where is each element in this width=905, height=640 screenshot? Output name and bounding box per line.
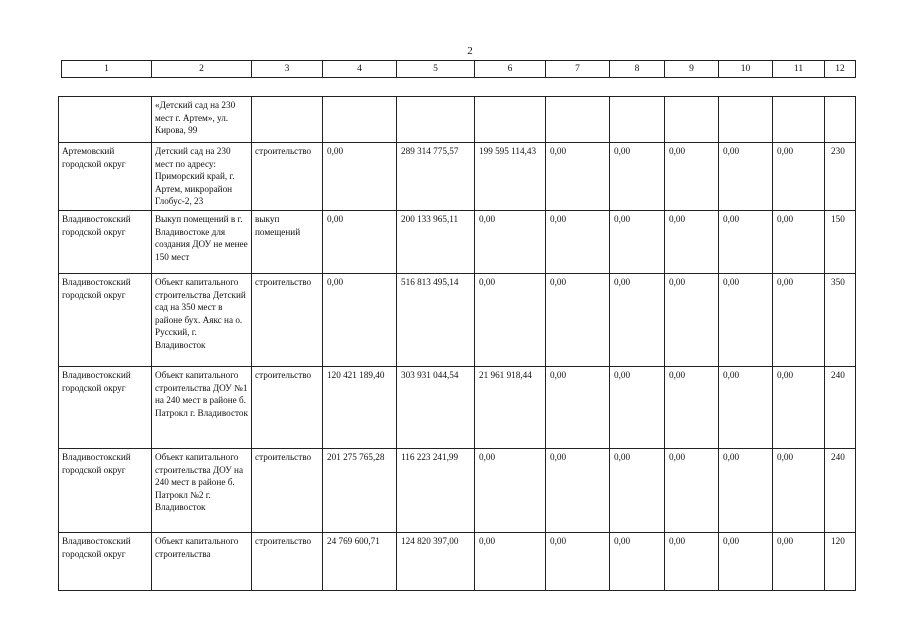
page-number: 2	[467, 45, 473, 57]
table-cell: 0,00	[665, 367, 719, 449]
table-cell	[546, 97, 610, 143]
table-cell: Владивостокский городской округ	[59, 367, 152, 449]
table-cell: 0,00	[773, 274, 825, 367]
table-cell: 21 961 918,44	[475, 367, 546, 449]
table-cell: 516 813 495,14	[397, 274, 475, 367]
table-cell: 230	[825, 143, 856, 211]
table-cell: 0,00	[546, 274, 610, 367]
table-cell: 24 769 600,71	[323, 533, 397, 591]
table-cell	[773, 97, 825, 143]
table-cell: 0,00	[610, 367, 665, 449]
table-cell: 0,00	[773, 143, 825, 211]
table-cell: Объект капитального строительства Детский сад на 350 мест в районе бух. Аякс на о. Русский, г. Владивосток	[152, 274, 252, 367]
column-number: 4	[323, 61, 397, 78]
table-cell: Владивостокский городской округ	[59, 449, 152, 533]
table-cell: Объект капитального строительства ДОУ №1 на 240 мест в районе б. Патрокл г. Владивосток	[152, 367, 252, 449]
column-number: 9	[665, 61, 719, 78]
table-cell: 0,00	[665, 143, 719, 211]
table-cell: 0,00	[719, 449, 773, 533]
table-cell: строительство	[252, 449, 323, 533]
table-cell: Детский сад на 230 мест по адресу: Приморский край, г. Артем, микрорайон Глобус-2, 23	[152, 143, 252, 211]
column-number: 5	[397, 61, 475, 78]
table-cell: Владивостокский городской округ	[59, 533, 152, 591]
table-cell: Артемовский городской округ	[59, 143, 152, 211]
table-cell: 150	[825, 211, 856, 274]
data-table	[58, 96, 856, 591]
table-cell: 0,00	[546, 367, 610, 449]
table-cell: 0,00	[610, 449, 665, 533]
table-cell: Владивостокский городской округ	[59, 211, 152, 274]
table-cell: 0,00	[719, 211, 773, 274]
column-number-header	[61, 60, 856, 78]
table-cell: 0,00	[665, 533, 719, 591]
table-cell: 0,00	[546, 211, 610, 274]
table-cell	[719, 97, 773, 143]
table-cell: 0,00	[323, 211, 397, 274]
table-cell: 0,00	[323, 274, 397, 367]
table-cell: 240	[825, 449, 856, 533]
table-cell: 0,00	[773, 533, 825, 591]
table-cell	[610, 97, 665, 143]
table-cell: Выкуп помещений в г. Владивостоке для создания ДОУ не менее 150 мест	[152, 211, 252, 274]
table-cell: 0,00	[475, 211, 546, 274]
table-cell: 0,00	[323, 143, 397, 211]
table-row	[59, 211, 856, 274]
table-cell	[59, 97, 152, 143]
table-cell: 0,00	[546, 533, 610, 591]
table-cell: 0,00	[665, 211, 719, 274]
table-cell: 124 820 397,00	[397, 533, 475, 591]
table-cell: 200 133 965,11	[397, 211, 475, 274]
column-number: 11	[773, 61, 825, 78]
table-cell: 240	[825, 367, 856, 449]
table-cell: 0,00	[546, 143, 610, 211]
table-cell: Владивостокский городской округ	[59, 274, 152, 367]
table-cell: 0,00	[610, 211, 665, 274]
table-cell: 0,00	[773, 449, 825, 533]
table-cell	[252, 97, 323, 143]
table-cell: 0,00	[610, 143, 665, 211]
table-cell: 120 421 189,40	[323, 367, 397, 449]
table-cell: 199 595 114,43	[475, 143, 546, 211]
table-cell: 303 931 044,54	[397, 367, 475, 449]
table-cell: 0,00	[773, 211, 825, 274]
table-cell: Объект капитального строительства ДОУ на 240 мест в районе б. Патрокл №2 г. Владивосток	[152, 449, 252, 533]
table-cell	[397, 97, 475, 143]
column-number: 12	[825, 61, 856, 78]
table-cell: 0,00	[719, 143, 773, 211]
column-number: 2	[152, 61, 252, 78]
table-cell	[475, 97, 546, 143]
table-cell: 0,00	[475, 274, 546, 367]
column-number: 3	[252, 61, 323, 78]
table-row	[59, 143, 856, 211]
table-cell: 0,00	[719, 274, 773, 367]
table-cell: строительство	[252, 274, 323, 367]
column-number: 1	[62, 61, 152, 78]
table-cell: Объект капитального строительства	[152, 533, 252, 591]
table-cell: строительство	[252, 367, 323, 449]
table-row	[59, 97, 856, 143]
table-cell: 0,00	[610, 274, 665, 367]
table-cell: 0,00	[475, 533, 546, 591]
column-number: 7	[546, 61, 610, 78]
table-cell: выкуп помещений	[252, 211, 323, 274]
table-row	[59, 274, 856, 367]
table-cell: 289 314 775,57	[397, 143, 475, 211]
column-number: 6	[475, 61, 546, 78]
table-row	[59, 367, 856, 449]
table-cell	[323, 97, 397, 143]
column-number: 8	[610, 61, 665, 78]
table-cell: «Детский сад на 230 мест г. Артем», ул. Кирова, 99	[152, 97, 252, 143]
table-cell: 201 275 765,28	[323, 449, 397, 533]
table-cell: 0,00	[665, 449, 719, 533]
table-cell: 0,00	[610, 533, 665, 591]
table-cell: 0,00	[475, 449, 546, 533]
column-number: 10	[719, 61, 773, 78]
table-cell: 116 223 241,99	[397, 449, 475, 533]
table-cell	[825, 97, 856, 143]
table-cell: 0,00	[773, 367, 825, 449]
table-row	[59, 449, 856, 533]
table-cell: 0,00	[546, 449, 610, 533]
column-number-row	[62, 61, 856, 78]
table-cell: строительство	[252, 533, 323, 591]
table-cell: 0,00	[665, 274, 719, 367]
table-cell: 0,00	[719, 533, 773, 591]
table-cell: 350	[825, 274, 856, 367]
table-row	[59, 533, 856, 591]
table-cell	[665, 97, 719, 143]
table-cell: 120	[825, 533, 856, 591]
table-cell: строительство	[252, 143, 323, 211]
table-cell: 0,00	[719, 367, 773, 449]
